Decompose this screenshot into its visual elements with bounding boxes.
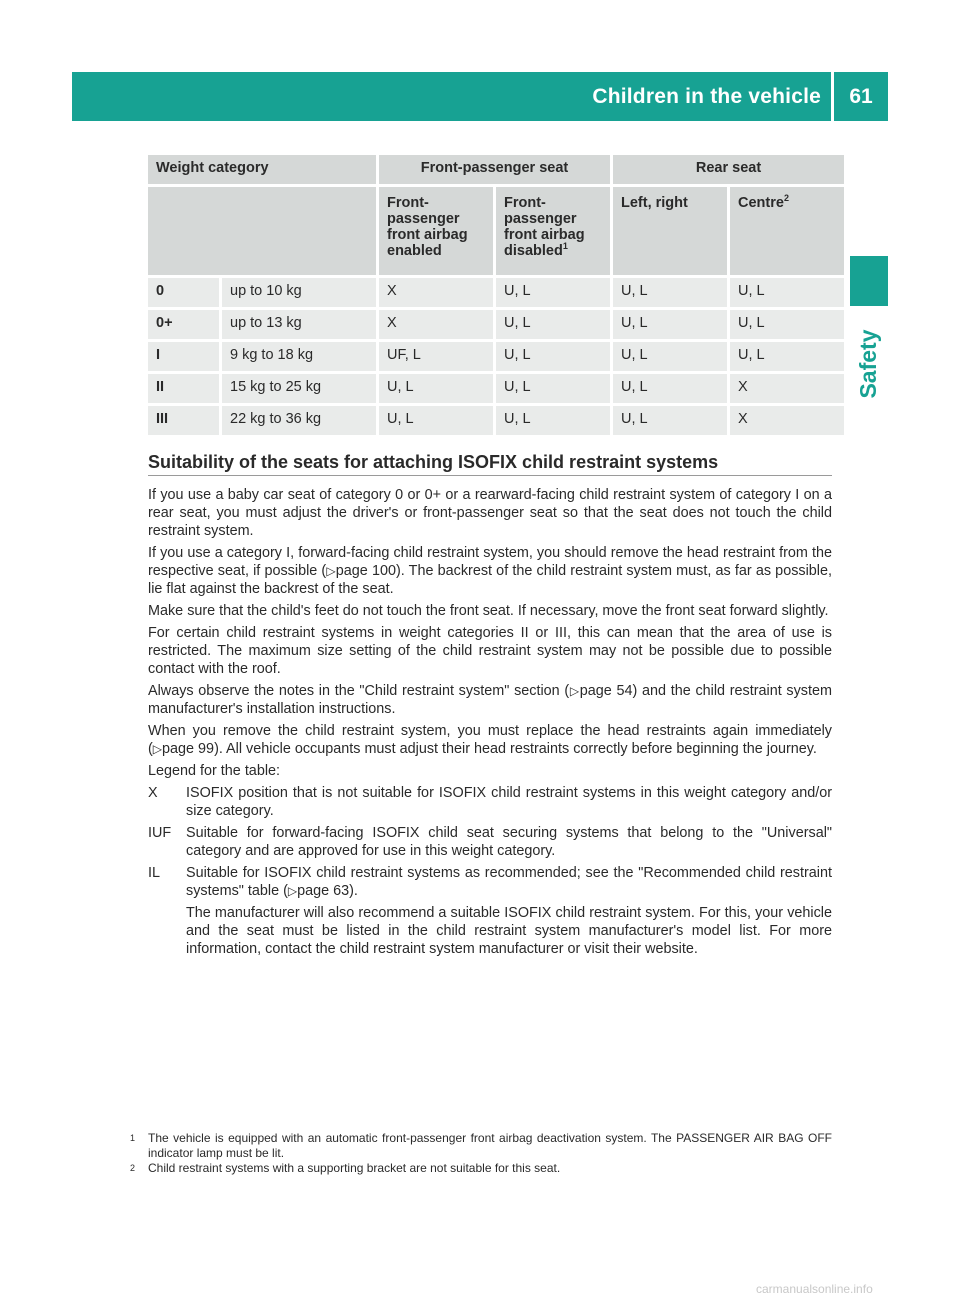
header-weight-category: Weight category [148,155,376,184]
legend-paragraph: The manufacturer will also recommend a suitable ISOFIX child restraint system. For this, your vehicle and the seat must be listed in the child restraint system manufacturer's model list. For more information, contact the child restraint system manufacturer or visit their website. [186,905,832,957]
cell-airbag-disabled: U, L [496,374,610,403]
header-rear-seat: Rear seat [613,155,844,184]
legend-key: IUF [148,825,172,841]
side-tab-label: Safety [855,329,881,399]
header-left-right-text: Left, right [621,195,688,211]
cell-category: I [148,342,219,371]
legend-text: Suitable for forward-facing ISOFIX child seat securing systems that belong to the "Universal" category and are approved for use in this weight category. [186,825,832,859]
cell-weight: up to 10 kg [222,278,376,307]
paragraph: If you use a baby car seat of category 0 or 0+ or a rearward-facing child restraint system of category I on a rear seat, you must adjust the driver's or front-passenger seat so that the seat does not touch the child restraint system. [148,487,832,539]
section-divider [148,475,832,476]
header-blank [148,187,376,275]
page-header [72,72,888,121]
header-airbag-enabled [379,187,493,275]
page-ref-arrow-icon: ▷ [287,884,298,898]
cell-airbag-enabled: UF, L [379,342,493,371]
cell-centre: X [730,406,844,435]
footnote [130,1131,832,1161]
legend-item [148,864,832,962]
footnote-mark: 2 [130,1163,136,1173]
cell-weight: up to 13 kg [222,310,376,339]
cell-airbag-enabled: U, L [379,406,493,435]
footnote-ref: 2 [783,193,789,204]
cell-airbag-disabled: U, L [496,310,610,339]
isofix-compat-table-container [148,155,832,435]
cell-centre: U, L [730,342,844,371]
side-tab-marker [850,256,888,306]
legend-key: X [148,785,158,801]
paragraph-text: Always observe the notes in the "Child restraint system" section ( [148,683,570,699]
cell-left-right: U, L [613,406,727,435]
header-centre [730,187,844,275]
cell-airbag-disabled: U, L [496,342,610,371]
paragraph [148,722,832,758]
cell-centre: X [730,374,844,403]
cell-category: III [148,406,219,435]
footnote-ref: 1 [562,241,568,252]
cell-centre: U, L [730,278,844,307]
page-number: 61 [849,84,873,108]
header-airbag-disabled [496,187,610,275]
cell-left-right: U, L [613,278,727,307]
cell-weight: 9 kg to 18 kg [222,342,376,371]
page-ref-arrow-icon: ▷ [152,742,163,756]
header-left-right [613,187,727,275]
cell-category: 0+ [148,310,219,339]
table-row [148,374,844,403]
legend-text [186,864,832,962]
legend-paragraph [186,864,832,900]
table-row [148,406,844,435]
cell-centre: U, L [730,310,844,339]
paragraph-text: If you use a category I, forward-facing child restraint system, you should remove the head restraint from the respective seat, if possible ( [148,545,832,579]
legend-intro: Legend for the table: [148,763,281,779]
cell-left-right: U, L [613,342,727,371]
cell-left-right: U, L [613,310,727,339]
paragraph-text: ). All vehicle occupants must adjust their head restraints correctly before beginning the journey. [214,741,817,757]
header-centre-text: Centre [738,195,784,211]
header-airbag-disabled-text: Front-passenger front airbag disabled [504,195,585,259]
page-ref-link[interactable]: page 54 [579,683,633,699]
cell-airbag-disabled: U, L [496,406,610,435]
isofix-compat-table [145,152,847,438]
paragraph-text: ) and the child restraint system manufacturer's installation instructions. [148,683,832,717]
cell-left-right: U, L [613,374,727,403]
cell-airbag-enabled: X [379,310,493,339]
legend-text-part: Suitable for ISOFIX child restraint systems as recommended; see the "Recommended child restraint systems" table ( [186,865,832,899]
section-title: Suitability of the seats for attaching ISOFIX child restraint systems [148,452,719,472]
cell-weight: 22 kg to 36 kg [222,406,376,435]
table-row [148,278,844,307]
legend-text: ISOFIX position that is not suitable for ISOFIX child restraint systems in this weight category and/or size category. [186,785,832,819]
footnote [130,1161,832,1176]
legend-text-part: ). [349,883,358,899]
legend-item [148,824,832,860]
page-ref-link[interactable]: page 63 [297,883,350,899]
section-body [148,486,832,966]
footnote-text: Child restraint systems with a supporting bracket are not suitable for this seat. [148,1161,561,1175]
header-front-passenger-seat: Front-passenger seat [379,155,610,184]
page-ref-arrow-icon: ▷ [326,564,336,578]
watermark: carmanualsonline.info [756,1282,873,1296]
paragraph-text: When you remove the child restraint system, you must replace the head restraints again immediately ( [148,723,832,757]
page-ref-arrow-icon: ▷ [569,684,580,698]
legend-item [148,784,832,820]
cell-airbag-enabled: U, L [379,374,493,403]
footnote-text: The vehicle is equipped with an automatic front-passenger front airbag deactivation system. The PASSENGER AIR BAG OFF indicator lamp must be lit. [148,1131,832,1160]
page-ref-link[interactable]: page 99 [162,741,215,757]
paragraph-text: ). The backrest of the child restraint system must, as far as possible, lie flat against the backrest of the seat. [148,563,832,597]
table-row [148,310,844,339]
footnote-mark: 1 [130,1133,136,1143]
header-airbag-enabled-text: Front-passenger front airbag enabled [387,195,468,259]
cell-airbag-enabled: X [379,278,493,307]
paragraph [148,682,832,718]
table-row [148,342,844,371]
page-ref-link[interactable]: page 100 [335,563,396,579]
footnotes [130,1131,832,1176]
paragraph: For certain child restraint systems in weight categories II or III, this can mean that the area of use is restricted. The maximum size setting of the child restraint system may not be possible due to possible contact with the roof. [148,625,832,677]
cell-weight: 15 kg to 25 kg [222,374,376,403]
cell-category: 0 [148,278,219,307]
paragraph: Make sure that the child's feet do not touch the front seat. If necessary, move the front seat forward slightly. [148,603,829,619]
cell-category: II [148,374,219,403]
chapter-title: Children in the vehicle [592,84,821,108]
legend-key: IL [148,865,161,881]
cell-airbag-disabled: U, L [496,278,610,307]
paragraph [148,544,832,598]
